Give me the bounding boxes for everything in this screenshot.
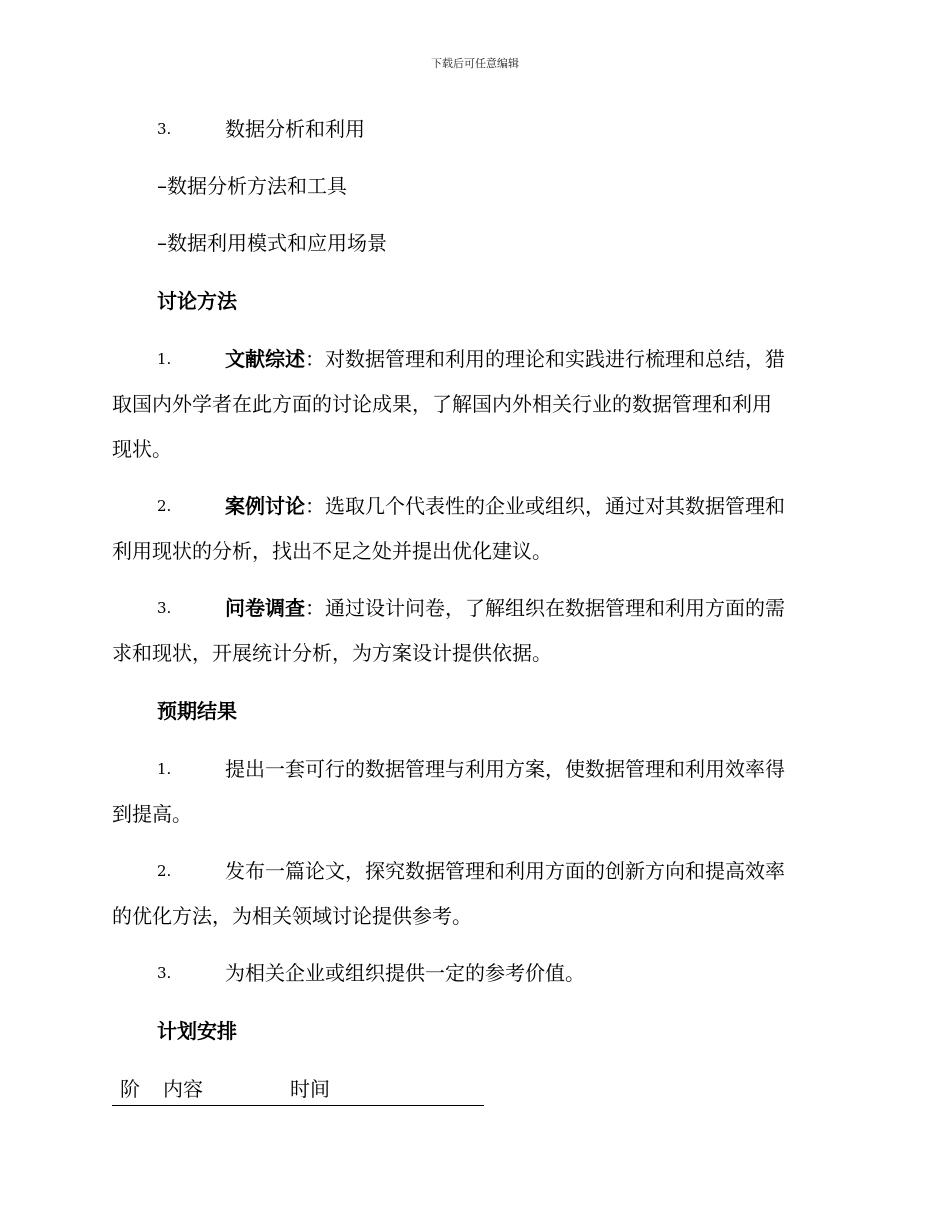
list-number: 1.: [157, 350, 172, 368]
list-item-continuation: 的优化方法，为相关领域讨论提供参考。: [112, 904, 472, 928]
list-number: 2.: [157, 862, 172, 880]
list-number: 1.: [157, 760, 172, 778]
list-item-text: 数据分析和利用: [225, 117, 365, 141]
bullet-item: –数据分析方法和工具: [157, 174, 347, 198]
section-heading-methods: 讨论方法: [157, 289, 237, 313]
list-item-text: ：选取几个代表性的企业或组织，通过对其数据管理和: [305, 494, 785, 518]
table-header-cell-time: 时间: [290, 1077, 330, 1101]
list-item: [225, 494, 785, 518]
list-item-text: 提出一套可行的数据管理与利用方案，使数据管理和利用效率得: [225, 757, 785, 781]
plan-table-header: [112, 1077, 484, 1106]
table-header-cell-stage: 阶: [120, 1077, 140, 1101]
list-item-continuation: 到提高。: [112, 802, 192, 826]
list-item-text: ：通过设计问卷，了解组织在数据管理和利用方面的需: [305, 596, 785, 620]
list-item-bold-term: 文献综述: [225, 347, 305, 371]
table-header-cell-content: 内容: [163, 1077, 203, 1101]
list-item-continuation: 现状。: [112, 437, 172, 461]
list-item-text: 发布一篇论文，探究数据管理和利用方面的创新方向和提高效率: [225, 859, 785, 883]
bullet-item: –数据利用模式和应用场景: [157, 231, 387, 255]
list-item-continuation: 利用现状的分析，找出不足之处并提出优化建议。: [112, 539, 552, 563]
list-item-bold-term: 案例讨论: [225, 494, 305, 518]
section-heading-plan: 计划安排: [157, 1019, 237, 1043]
list-item-text: ：对数据管理和利用的理论和实践进行梳理和总结，猎: [305, 347, 785, 371]
list-number: 3.: [157, 599, 172, 617]
section-heading-results: 预期结果: [157, 699, 237, 723]
list-number: 2.: [157, 497, 172, 515]
list-number: 3.: [157, 964, 172, 982]
list-item: [225, 347, 785, 371]
list-item-text: 为相关企业或组织提供一定的参考价值。: [225, 961, 585, 985]
page-header-watermark: 下载后可任意编辑: [431, 57, 519, 70]
list-item: [225, 596, 785, 620]
list-number: 3.: [157, 120, 172, 138]
list-item-bold-term: 问卷调查: [225, 596, 305, 620]
list-item-continuation: 取国内外学者在此方面的讨论成果，了解国内外相关行业的数据管理和利用: [112, 392, 772, 416]
list-item-continuation: 求和现状，开展统计分析，为方案设计提供依据。: [112, 641, 552, 665]
